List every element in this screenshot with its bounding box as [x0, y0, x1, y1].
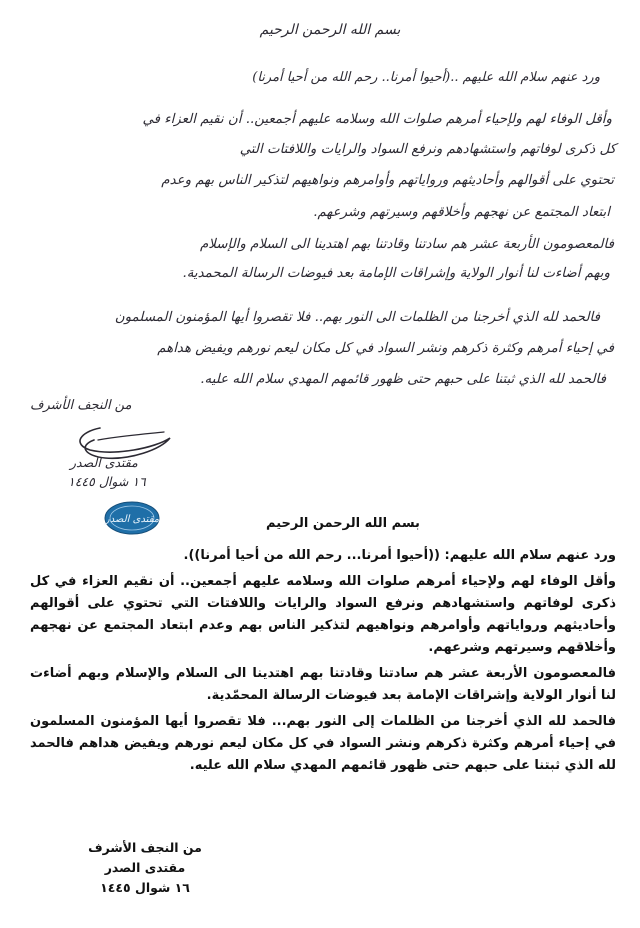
handwritten-line: وبهم أضاءت لنا أنوار الولاية وإشراقات الإمامة بعد فيوضات الرسالة المحمدية.: [182, 266, 610, 281]
closing-from: من النجف الأشرف: [88, 840, 202, 855]
handwritten-line: فالحمد لله الذي ثبتنا على حبهم حتى ظهور قائمهم المهدي سلام الله عليه.: [200, 372, 606, 387]
handwritten-line: تحتوي على أقوالهم وأحاديثهم ورواياتهم وأوامرهم ونواهيهم لتذكير الناس بهم وعدم: [161, 173, 614, 188]
typed-closing: [70, 838, 220, 898]
handwritten-line: فالحمد لله الذي أخرجنا من الظلمات الى النور بهم.. فلا تقصروا أيها المؤمنون المسلمون: [114, 310, 600, 325]
seal-text: مقتدى الصدر: [104, 514, 160, 525]
handwritten-line: فالمعصومون الأربعة عشر هم سادتنا وقادتنا بهم اهتدينا الى السلام والإسلام: [199, 237, 614, 252]
handwritten-line: وأقل الوفاء لهم ولإحياء أمرهم صلوات الله وسلامه عليهم أجمعين.. أن نقيم العزاء في: [142, 112, 612, 127]
handwritten-basmala: بسم الله الرحمن الرحيم: [259, 22, 401, 38]
handwritten-line: ورد عنهم سلام الله عليهم ..(أحيوا أمرنا.. رحم الله من أحيا أمرنا): [252, 70, 600, 85]
typed-paragraph: فالمعصومون الأربعة عشر هم سادتنا وقادتنا بهم اهتدينا الى السلام والإسلام وبهم أضاءت لنا أنوار الولاية وإشراقات الإمامة بعد فيوضات الرسالة المحمّدية.: [30, 666, 616, 703]
typed-paragraph: وأقل الوفاء لهم ولإحياء أمرهم صلوات الله وسلامه عليهم أجمعين.. أن نقيم العزاء في كل ذكرى لوفاتهم واستشهادهم ونرفع السواد والرايات واللافتات التي تحتوي على أقوالهم وأحاديثهم ورواياتهم وأوامرهم ونواهيهم لتذكير الناس بهم وعدم ابتعاد المجتمع عن نهجهم وأخلاقهم وسيرتهم وشرعهم.: [30, 574, 616, 655]
typed-basmala: بسم الله الرحمن الرحيم: [266, 516, 420, 531]
signature-name: مقتدى الصدر: [70, 455, 138, 470]
typed-transcription: [30, 516, 616, 781]
typed-paragraph: فالحمد لله الذي أخرجنا من الظلمات إلى النور بهم... فلا تقصروا أيها المؤمنون المسلمون في إحياء أمرهم وكثرة ذكرهم ونشر السواد في كل مكان ليعم نورهم ويفيض هداهم فالحمد لله الذي ثبتنا على حبهم حتى ظهور قائمهم المهدي سلام الله عليه.: [30, 714, 616, 773]
closing-date: ١٦ شوال ١٤٤٥: [100, 880, 190, 895]
handwritten-line: في إحياء أمرهم وكثرة ذكرهم ونشر السواد في كل مكان ليعم نورهم ويفيض هداهم: [157, 341, 614, 356]
handwritten-line: ابتعاد المجتمع عن نهجهم وأخلاقهم وسيرتهم وشرعهم.: [313, 205, 610, 220]
typed-paragraph: ورد عنهم سلام الله عليهم: ((أحيوا أمرنا... رحم الله من أحيا أمرنا)).: [183, 548, 616, 563]
closing-name: مقتدى الصدر: [104, 860, 186, 875]
handwritten-line: كل ذكرى لوفاتهم واستشهادهم ونرفع السواد والرايات واللافتات التي: [239, 142, 616, 157]
signature-date: ١٦ شوال ١٤٤٥: [68, 474, 146, 489]
handwritten-from: من النجف الأشرف: [30, 398, 132, 413]
